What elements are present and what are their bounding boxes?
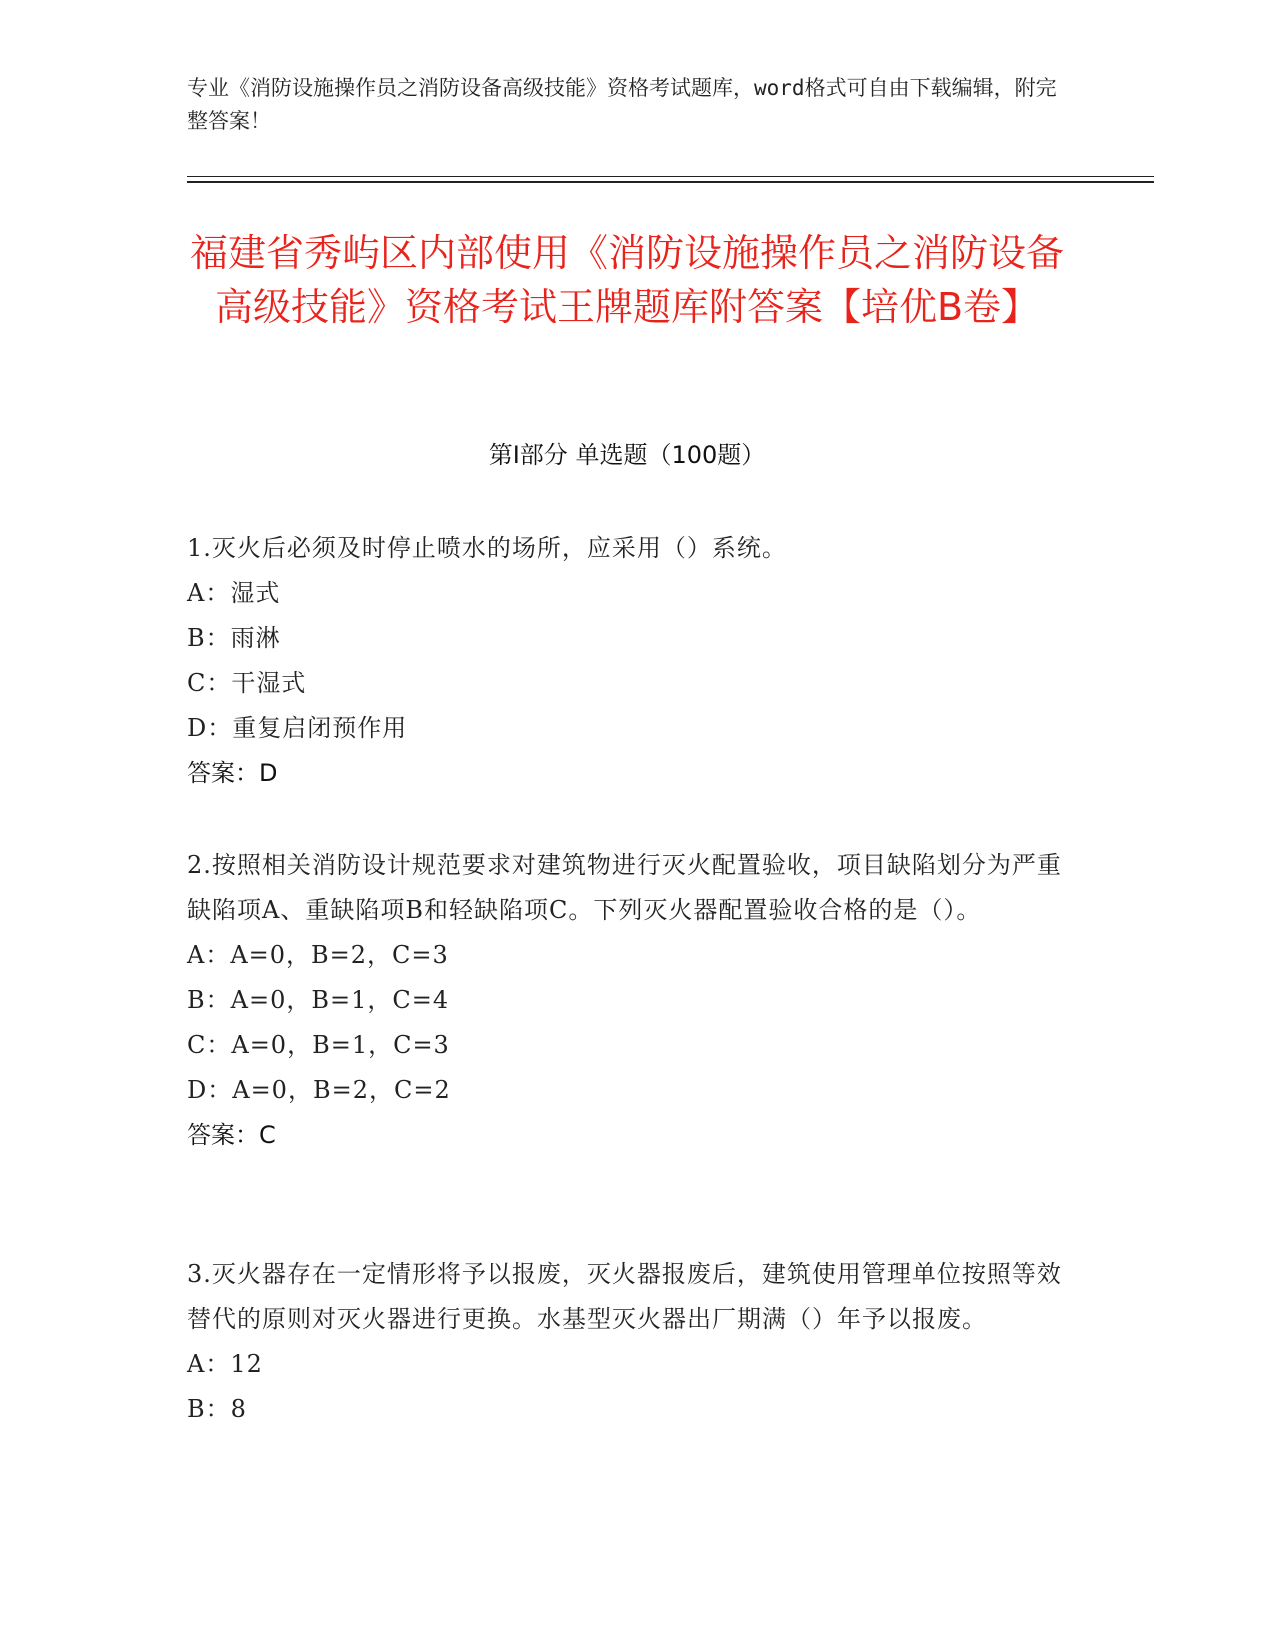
question-stem: 2.按照相关消防设计规范要求对建筑物进行灭火配置验收，项目缺陷划分为严重缺陷项A、重缺陷项B和轻缺陷项C。下列灭火器配置验收合格的是（）。 <box>187 851 1062 924</box>
question-2 <box>187 843 1067 1158</box>
option-c: C：A=0，B=1，C=3 <box>187 1031 450 1059</box>
option-b: B：A=0，B=1，C=4 <box>187 986 450 1014</box>
section-heading: 第Ⅰ部分 单选题（100题） <box>488 441 766 469</box>
option-a: A：A=0，B=2，C=3 <box>187 941 449 969</box>
option-a: A：湿式 <box>187 579 281 607</box>
header-divider-thick <box>187 181 1154 183</box>
option-b: B：8 <box>187 1395 247 1423</box>
option-a: A：12 <box>187 1350 263 1378</box>
option-d: D：重复启闭预作用 <box>187 714 408 742</box>
question-1 <box>187 526 1067 796</box>
document-title: 福建省秀屿区内部使用《消防设施操作员之消防设备高级技能》资格考试王牌题库附答案【培优B卷】 <box>189 231 1064 329</box>
question-stem: 1.灭火后必须及时停止喷水的场所，应采用（）系统。 <box>187 534 787 562</box>
option-d: D：A=0，B=2，C=2 <box>187 1076 451 1104</box>
option-c: C：干湿式 <box>187 669 307 697</box>
header-divider-thin <box>187 176 1154 177</box>
question-stem: 3.灭火器存在一定情形将予以报废，灭火器报废后，建筑使用管理单位按照等效替代的原则对灭火器进行更换。水基型灭火器出厂期满（）年予以报废。 <box>187 1260 1062 1333</box>
question-3 <box>187 1252 1067 1432</box>
header-note: 专业《消防设施操作员之消防设备高级技能》资格考试题库，word格式可自由下载编辑，附完整答案！ <box>187 76 1057 133</box>
option-b: B：雨淋 <box>187 624 281 652</box>
answer: 答案：D <box>187 759 278 787</box>
answer: 答案：C <box>187 1121 276 1149</box>
